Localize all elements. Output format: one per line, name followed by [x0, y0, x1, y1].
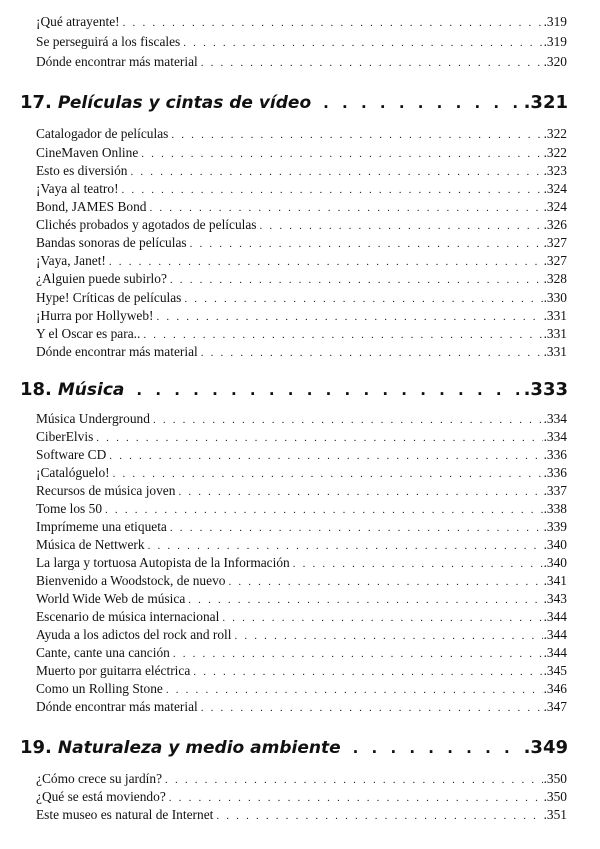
entry-title: World Wide Web de música [36, 591, 186, 606]
entry-page: .346 [543, 681, 567, 696]
chapter-page: .321 [523, 92, 568, 113]
entry-title: Este museo es natural de Internet [36, 807, 214, 822]
toc-entry [36, 789, 567, 805]
dot-leader [228, 575, 542, 589]
entry-title: Se perseguirá a los fiscales [36, 34, 181, 49]
chapter-title: Películas y cintas de vídeo [57, 93, 312, 113]
chapter-title: Naturaleza y medio ambiente [57, 738, 341, 758]
entry-page: .339 [543, 519, 567, 534]
entry-page: .327 [543, 253, 567, 268]
entry-title: Dónde encontrar más material [36, 54, 198, 69]
dot-leader [353, 736, 522, 760]
dot-leader [234, 629, 542, 643]
entry-title: Software CD [36, 447, 107, 462]
entry-title: Como un Rolling Stone [36, 681, 163, 696]
entry-page: .337 [543, 483, 567, 498]
entry-title: Ayuda a los adictos del rock and roll [36, 627, 232, 642]
entry-title: ¡Catalóguelo! [36, 465, 110, 480]
dot-leader [141, 147, 542, 161]
entry-title: Y el Oscar es para.. [36, 326, 141, 341]
dot-leader [171, 128, 542, 142]
entry-page: .326 [543, 217, 567, 232]
toc-entry [36, 271, 567, 287]
toc-entry [36, 771, 567, 787]
entry-title: ¿Cómo crece su jardín? [36, 771, 163, 786]
entry-page: .340 [543, 537, 567, 552]
chapter-number: 18. [20, 379, 52, 400]
toc-entry [36, 681, 567, 697]
dot-leader [260, 219, 543, 233]
toc-entry [36, 14, 567, 30]
toc-entry [36, 163, 567, 179]
entry-page: .344 [543, 609, 567, 624]
dot-leader [157, 310, 543, 324]
entry-page: .328 [543, 271, 567, 286]
entry-page: .323 [543, 163, 567, 178]
dot-leader [193, 665, 542, 679]
entry-page: .343 [543, 591, 567, 606]
entry-title: Escenario de música internacional [36, 609, 220, 624]
toc-entry [36, 54, 567, 70]
entry-title: Música Underground [36, 411, 150, 426]
entry-title: Recursos de música joven [36, 483, 176, 498]
entry-title: La larga y tortuosa Autopista de la Información [36, 555, 290, 570]
entry-title: Clichés probados y agotados de películas [36, 217, 257, 232]
toc-entry [36, 411, 567, 427]
entry-page: .345 [543, 663, 567, 678]
entry-title: Esto es diversión [36, 163, 128, 178]
entry-page: .320 [543, 54, 567, 69]
entry-page: .324 [543, 199, 567, 214]
entry-page: .327 [543, 235, 567, 250]
toc-entry [36, 591, 567, 607]
toc-entry [36, 253, 567, 269]
entry-title: Bandas sonoras de películas [36, 235, 187, 250]
dot-leader [150, 201, 543, 215]
entry-page: .334 [543, 411, 567, 426]
entry-title: Bond, JAMES Bond [36, 199, 147, 214]
entry-page: .336 [543, 447, 567, 462]
chapter-title: Música [57, 380, 125, 400]
entry-title: ¡Hurra por Hollyweb! [36, 308, 154, 323]
entry-title: Dónde encontrar más material [36, 699, 198, 714]
toc-entry [36, 465, 567, 481]
toc-entry [36, 217, 567, 233]
entry-title: Catalogador de películas [36, 126, 169, 141]
dot-leader [222, 611, 542, 625]
toc-entry [36, 501, 567, 517]
entry-title: Tome los 50 [36, 501, 103, 516]
dot-leader [201, 701, 543, 715]
dot-leader [105, 503, 543, 517]
dot-leader [113, 467, 543, 481]
entry-page: .324 [543, 181, 567, 196]
entry-page: .344 [543, 645, 567, 660]
entry-page: .319 [543, 14, 567, 29]
entry-page: .341 [543, 573, 567, 588]
dot-leader [131, 165, 543, 179]
entry-title: CineMaven Online [36, 145, 139, 160]
dot-leader [169, 791, 543, 805]
entry-title: Muerto por guitarra eléctrica [36, 663, 191, 678]
dot-leader [136, 378, 521, 402]
toc-entry [36, 181, 567, 197]
toc-entry [36, 145, 567, 161]
entry-page: .334 [543, 429, 567, 444]
entry-title: CiberElvis [36, 429, 94, 444]
dot-leader [96, 431, 542, 445]
toc-entry [36, 555, 567, 571]
entry-page: .330 [543, 290, 567, 305]
toc-entry [36, 326, 567, 342]
dot-leader [323, 91, 521, 115]
dot-leader [148, 539, 543, 553]
entry-page: .350 [543, 771, 567, 786]
entry-page: .344 [543, 627, 567, 642]
entry-title: ¡Vaya, Janet! [36, 253, 106, 268]
entry-title: Imprímeme una etiqueta [36, 519, 167, 534]
entry-page: .331 [543, 326, 567, 341]
entry-title: Cante, cante una canción [36, 645, 170, 660]
toc-entry [36, 537, 567, 553]
dot-leader [216, 809, 542, 823]
toc-entry [36, 663, 567, 679]
toc-entry [36, 627, 567, 643]
dot-leader [122, 183, 543, 197]
toc-entry [36, 573, 567, 589]
entry-title: ¿Qué se está moviendo? [36, 789, 166, 804]
chapter-page: .333 [523, 379, 568, 400]
dot-leader [170, 273, 543, 287]
dot-leader [183, 36, 542, 50]
dot-leader [109, 255, 543, 269]
entry-page: .351 [543, 807, 567, 822]
dot-leader [201, 346, 543, 360]
chapter-heading [20, 736, 568, 760]
entry-title: Música de Nettwerk [36, 537, 145, 552]
toc-entry [36, 429, 567, 445]
dot-leader [293, 557, 543, 571]
chapter-page: .349 [523, 737, 568, 758]
toc-entry [36, 308, 567, 324]
dot-leader [184, 292, 542, 306]
entry-page: .338 [543, 501, 567, 516]
entry-page: .319 [543, 34, 567, 49]
toc-entry [36, 699, 567, 715]
dot-leader [166, 683, 543, 697]
entry-title: Bienvenido a Woodstock, de nuevo [36, 573, 226, 588]
toc-entry [36, 447, 567, 463]
dot-leader [153, 413, 543, 427]
entry-page: .347 [543, 699, 567, 714]
toc-entry [36, 645, 567, 661]
toc-entry [36, 199, 567, 215]
dot-leader [123, 16, 543, 30]
entry-page: .322 [543, 145, 567, 160]
dot-leader [109, 449, 542, 463]
toc-entry [36, 609, 567, 625]
toc-entry [36, 344, 567, 360]
toc-entry [36, 34, 567, 50]
chapter-heading [20, 378, 568, 402]
dot-leader [143, 328, 542, 342]
dot-leader [178, 485, 542, 499]
dot-leader [188, 593, 542, 607]
toc-entry [36, 519, 567, 535]
entry-page: .350 [543, 789, 567, 804]
chapter-number: 17. [20, 92, 52, 113]
dot-leader [190, 237, 543, 251]
chapter-heading [20, 91, 568, 115]
entry-title: ¡Qué atrayente! [36, 14, 120, 29]
dot-leader [173, 647, 543, 661]
entry-page: .322 [543, 126, 567, 141]
entry-title: ¿Alguien puede subirlo? [36, 271, 167, 286]
dot-leader [170, 521, 543, 535]
toc-entry [36, 483, 567, 499]
toc-entry [36, 807, 567, 823]
entry-page: .331 [543, 308, 567, 323]
toc-entry [36, 126, 567, 142]
entry-title: Dónde encontrar más material [36, 344, 198, 359]
chapter-number: 19. [20, 737, 52, 758]
toc-entry [36, 290, 567, 306]
dot-leader [201, 56, 543, 70]
entry-page: .331 [543, 344, 567, 359]
entry-title: ¡Vaya al teatro! [36, 181, 119, 196]
entry-page: .340 [543, 555, 567, 570]
entry-page: .336 [543, 465, 567, 480]
toc-entry [36, 235, 567, 251]
dot-leader [165, 773, 543, 787]
entry-title: Hype! Críticas de películas [36, 290, 182, 305]
